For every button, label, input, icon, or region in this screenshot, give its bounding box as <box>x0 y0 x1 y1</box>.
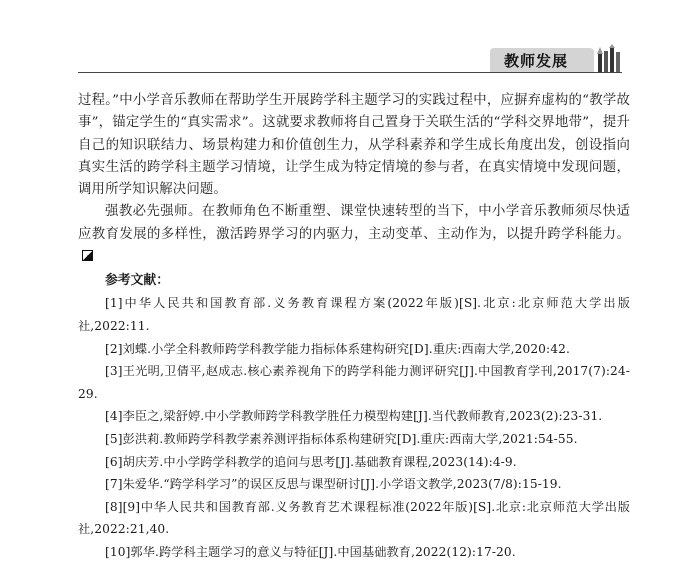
brush-logo-icon <box>596 44 622 73</box>
paragraph-1: 过程。”中小学音乐教师在帮助学生开展跨学科主题学习的实践过程中，应摒弃虚构的“教学故事”，锚定学生的“真实需求”。这就要求教师将自己置身于关联生活的“学科交界地带”，提升自己的知识联结力、场景构建力和价值创生力，从学科素养和学生成长角度出发，创设指向真实生活的跨学科主题学习情境，让学生成为特定情境的参与者，在真实情境中发现问题，调用所学知识解决问题。 <box>78 93 630 198</box>
reference-item: [10]郭华.跨学科主题学习的意义与特征[J].中国基础教育,2022(12):17-20. <box>105 544 516 559</box>
section-title: 教师发展 <box>504 52 569 70</box>
reference-item: [1]中华人民共和国教育部.义务教育课程方案(2022年版)[S].北京:北京师范大学出版社,2022:11. <box>78 296 630 333</box>
paragraph-2-text: 强教必先强师。在教师角色不断重塑、课堂快速转型的当下，中小学音乐教师须尽快适应教育发展的多样性，激活跨界学习的内驱力，主动变革、主动作为，以提升跨学科能力。 <box>78 204 630 242</box>
reference-item: [2]刘蝶.小学全科教师跨学科教学能力指标体系建构研究[D].重庆:西南大学,2020:42. <box>105 341 570 356</box>
reference-item: [3]王光明,卫倩平,赵成志.核心素养视角下的跨学科能力测评研究[J].中国教育学刊,2017(7):24-29. <box>78 364 630 401</box>
references-heading: 参考文献： <box>105 273 169 289</box>
reference-item: [4]李臣之,梁舒婷.中小学教师跨学科教学胜任力模型构建[J].当代教师教育,2023(2):23-31. <box>105 409 603 424</box>
paragraph-2 <box>78 201 630 268</box>
end-mark-icon <box>82 250 93 261</box>
reference-item: [8][9]中华人民共和国教育部.义务教育艺术课程标准(2022年版)[S].北京:北京师范大学出版社,2022:21,40. <box>78 499 630 537</box>
reference-item: [7]朱爱华.“跨学科学习”的误区反思与课型研讨[J].小学语文教学,2023(7/8):15-19. <box>105 477 562 492</box>
header-rule <box>78 72 622 73</box>
article-body <box>78 90 630 564</box>
reference-item: [5]彭洪莉.教师跨学科教学素养测评指标体系构建研究[D].重庆:西南大学,2021:54-55. <box>105 431 578 446</box>
reference-item: [6]胡庆芳.中小学跨学科教学的追问与思考[J].基础教育课程,2023(14):4-9. <box>105 454 517 469</box>
